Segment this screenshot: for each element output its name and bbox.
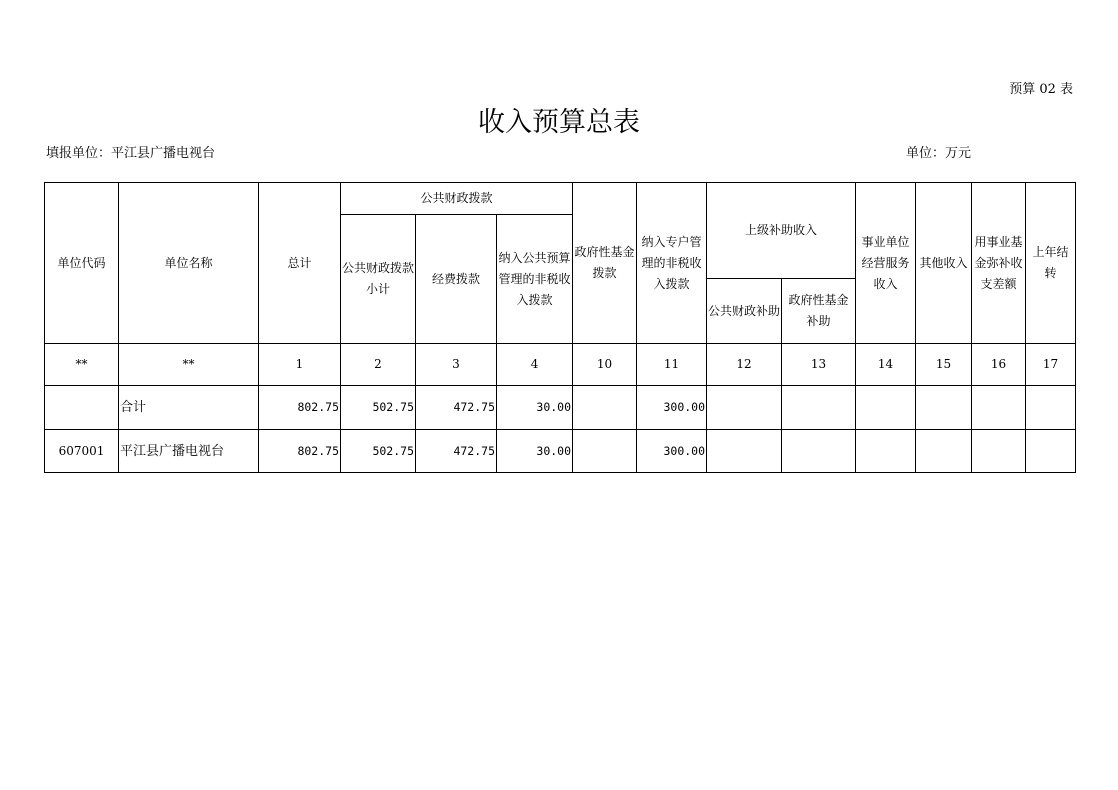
header-biz-income: 事业单位经营服务收入 bbox=[856, 183, 916, 344]
header-fund-offset: 用事业基金弥补收支差额 bbox=[972, 183, 1026, 344]
index-cell: 13 bbox=[782, 344, 856, 386]
table-row bbox=[45, 430, 1076, 473]
income-budget-table bbox=[44, 182, 1076, 473]
cell-gov-fund bbox=[573, 386, 637, 430]
header-ss-gov-fund: 政府性基金补助 bbox=[782, 279, 856, 344]
cell-pf-subtotal: 502.75 bbox=[341, 386, 416, 430]
header-pf-subtotal: 公共财政拨款小计 bbox=[341, 215, 416, 344]
header-pf-funds: 经费拨款 bbox=[416, 215, 497, 344]
header-row-1 bbox=[45, 183, 1076, 215]
cell-code: 607001 bbox=[45, 430, 119, 473]
table-row bbox=[45, 386, 1076, 430]
cell-name: 合计 bbox=[119, 386, 259, 430]
cell-ss-gov-fund bbox=[782, 430, 856, 473]
header-gov-fund: 政府性基金拨款 bbox=[573, 183, 637, 344]
header-unit-name: 单位名称 bbox=[119, 183, 259, 344]
index-cell: 3 bbox=[416, 344, 497, 386]
page-title: 收入预算总表 bbox=[478, 107, 640, 138]
cell-special-nontax: 300.00 bbox=[637, 386, 707, 430]
cell-special-nontax: 300.00 bbox=[637, 430, 707, 473]
cell-pf-funds: 472.75 bbox=[416, 386, 497, 430]
cell-pf-nontax: 30.00 bbox=[497, 386, 573, 430]
header-carryover: 上年结转 bbox=[1026, 183, 1076, 344]
reporting-unit: 填报单位：平江县广播电视台 bbox=[46, 146, 216, 161]
cell-gov-fund bbox=[573, 430, 637, 473]
cell-pf-funds: 472.75 bbox=[416, 430, 497, 473]
form-number: 预算 02 表 bbox=[1009, 82, 1073, 97]
cell-total: 802.75 bbox=[259, 430, 341, 473]
header-special-nontax: 纳入专户管理的非税收入拨款 bbox=[637, 183, 707, 344]
index-cell: 1 bbox=[259, 344, 341, 386]
header-pf-nontax: 纳入公共预算管理的非税收入拨款 bbox=[497, 215, 573, 344]
cell-other-income bbox=[916, 430, 972, 473]
header-superior-subsidy: 上级补助收入 bbox=[707, 183, 856, 279]
index-cell: 16 bbox=[972, 344, 1026, 386]
cell-pf-subtotal: 502.75 bbox=[341, 430, 416, 473]
cell-pf-nontax: 30.00 bbox=[497, 430, 573, 473]
cell-carryover bbox=[1026, 430, 1076, 473]
index-cell: ** bbox=[45, 344, 119, 386]
index-cell: 14 bbox=[856, 344, 916, 386]
cell-ss-public bbox=[707, 430, 782, 473]
currency-unit: 单位：万元 bbox=[906, 146, 972, 161]
index-cell: ** bbox=[119, 344, 259, 386]
cell-biz-income bbox=[856, 386, 916, 430]
index-cell: 10 bbox=[573, 344, 637, 386]
cell-carryover bbox=[1026, 386, 1076, 430]
cell-fund-offset bbox=[972, 386, 1026, 430]
header-unit-code: 单位代码 bbox=[45, 183, 119, 344]
cell-name: 平江县广播电视台 bbox=[119, 430, 259, 473]
cell-ss-gov-fund bbox=[782, 386, 856, 430]
index-cell: 4 bbox=[497, 344, 573, 386]
header-public-finance: 公共财政拨款 bbox=[341, 183, 573, 215]
index-cell: 2 bbox=[341, 344, 416, 386]
header-ss-public: 公共财政补助 bbox=[707, 279, 782, 344]
header-total: 总计 bbox=[259, 183, 341, 344]
cell-fund-offset bbox=[972, 430, 1026, 473]
cell-ss-public bbox=[707, 386, 782, 430]
cell-other-income bbox=[916, 386, 972, 430]
index-cell: 15 bbox=[916, 344, 972, 386]
index-cell: 11 bbox=[637, 344, 707, 386]
index-row bbox=[45, 344, 1076, 386]
cell-total: 802.75 bbox=[259, 386, 341, 430]
index-cell: 17 bbox=[1026, 344, 1076, 386]
index-cell: 12 bbox=[707, 344, 782, 386]
cell-biz-income bbox=[856, 430, 916, 473]
cell-code bbox=[45, 386, 119, 430]
header-other-income: 其他收入 bbox=[916, 183, 972, 344]
